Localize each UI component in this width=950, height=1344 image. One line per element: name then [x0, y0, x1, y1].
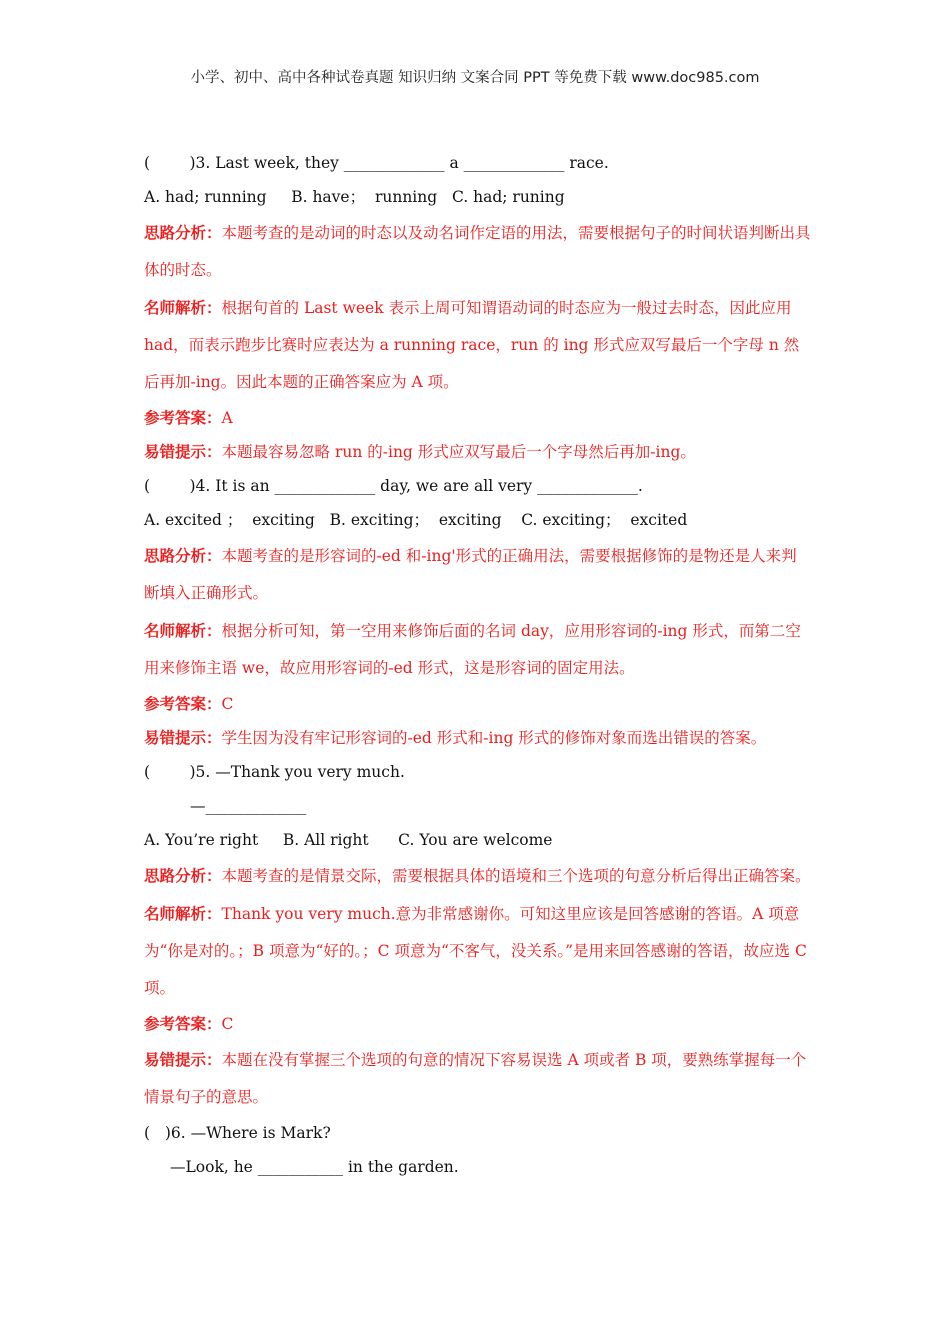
question-6-reply: —Look, he ___________ in the garden. — [170, 1158, 459, 1176]
tip-text: 本题最容易忽略 run 的-ing 形式应双写最后一个字母然后再加-ing。 — [221, 443, 696, 461]
analysis-text: 本题考查的是动词的时态以及动名词作定语的用法，需要根据句子的时间状语判断出具体的时态。 — [144, 224, 811, 279]
question-3-analysis — [144, 214, 812, 289]
page-header: 小学、初中、高中各种试卷真题 知识归纳 文案合同 PPT 等免费下载 www.doc985.com — [190, 70, 760, 86]
teacher-label: 名师解析： — [144, 904, 222, 923]
question-3-options: A. had; running B. have； running C. had; runing — [144, 188, 565, 206]
answer-label: 参考答案： — [144, 1014, 222, 1033]
question-5-options: A. You’re right B. All right C. You are welcome — [144, 831, 553, 849]
question-3-answer — [144, 401, 812, 435]
teacher-label: 名师解析： — [144, 298, 222, 317]
tip-text: 学生因为没有牢记形容词的-ed 形式和-ing 形式的修饰对象而选出错误的答案。 — [221, 729, 767, 747]
document-body — [144, 146, 812, 1184]
answer-text: A — [221, 409, 233, 427]
teacher-text: 根据句首的 Last week 表示上周可知谓语动词的时态应为一般过去时态，因此应用 had，而表示跑步比赛时应表达为 a running race，run 的 ing 形式应双写最后一个字母 n 然后再加-ing。因此本题的正确答案应为 A 项。 — [144, 299, 800, 391]
teacher-label: 名师解析： — [144, 621, 222, 640]
tip-label: 易错提示： — [144, 728, 222, 747]
question-5-reply: —_____________ — [190, 797, 307, 815]
answer-text: C — [221, 695, 234, 713]
answer-text: C — [221, 1015, 234, 1033]
question-4-tip — [144, 721, 812, 755]
analysis-text: 本题考查的是情景交际，需要根据具体的语境和三个选项的句意分析后得出正确答案。 — [221, 867, 811, 885]
question-5-answer — [144, 1007, 812, 1041]
teacher-text: 根据分析可知，第一空用来修饰后面的名词 day，应用形容词的-ing 形式，而第二空用来修饰主语 we，故应用形容词的-ed 形式，这是形容词的固定用法。 — [144, 622, 801, 677]
analysis-text: 本题考查的是形容词的-ed 和-ing'形式的正确用法，需要根据修饰的是物还是人来判断填入正确形式。 — [144, 547, 797, 602]
analysis-label: 思路分析： — [144, 546, 222, 565]
question-4-analysis — [144, 537, 812, 612]
question-4-answer — [144, 687, 812, 721]
question-5-stem: ( )5. —Thank you very much. — [144, 763, 405, 781]
question-3-tip — [144, 435, 812, 469]
question-4-teacher-explanation — [144, 612, 812, 687]
question-4-options: A. excited ； exciting B. exciting； exciting C. exciting； excited — [144, 511, 688, 529]
question-3-stem: ( )3. Last week, they _____________ a _____________ race. — [144, 154, 609, 172]
question-5-teacher-explanation — [144, 895, 812, 1007]
answer-label: 参考答案： — [144, 408, 222, 427]
analysis-label: 思路分析： — [144, 866, 222, 885]
tip-label: 易错提示： — [144, 442, 222, 461]
question-5-analysis — [144, 857, 812, 895]
analysis-label: 思路分析： — [144, 223, 222, 242]
question-6-stem: ( )6. —Where is Mark? — [144, 1124, 331, 1142]
question-4-stem: ( )4. It is an _____________ day, we are all very _____________. — [144, 477, 643, 495]
question-3-teacher-explanation — [144, 289, 812, 401]
teacher-text: Thank you very much.意为非常感谢你。可知这里应该是回答感谢的答语。A 项意为“你是对的。；B 项意为“好的。；C 项意为“不客气，没关系。”是用来回答感谢的答语，故应选 C 项。 — [144, 905, 807, 997]
tip-label: 易错提示： — [144, 1050, 222, 1069]
answer-label: 参考答案： — [144, 694, 222, 713]
question-5-tip — [144, 1041, 812, 1116]
tip-text: 本题在没有掌握三个选项的句意的情况下容易误选 A 项或者 B 项，要熟练掌握每一个情景句子的意思。 — [144, 1051, 807, 1106]
